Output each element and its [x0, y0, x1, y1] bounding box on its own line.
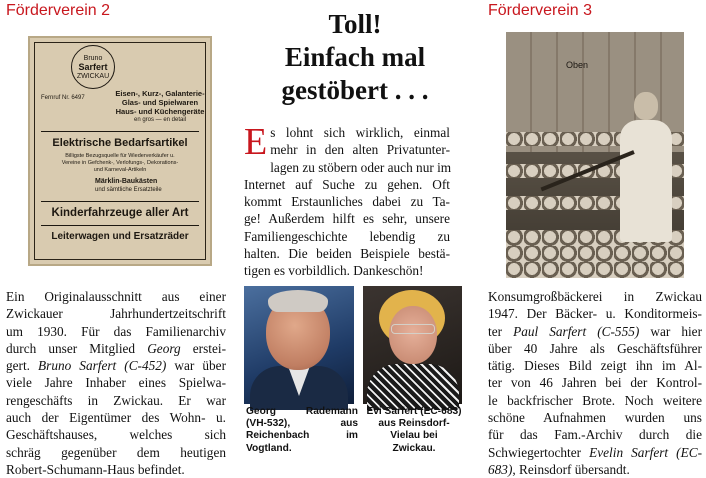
portrait-georg-rademann — [244, 286, 354, 404]
center-article-text: E s lohnt sich wirklich, einmal mehr in den alten Privatunter- lagen zu stöbern oder auch nur im Internet auf Suche zu gehen. Oft kommt Erstaunliches dabei zu Ta- ge! Außerdem hilft es sehr, unsere Familiengeschichte lebendig zu halten. Die beiden Beispiele bestä- tigen es vorbildlich. Dankeschön! — [244, 121, 452, 279]
drop-cap: E — [244, 121, 268, 163]
ad-maerklin: Märklin-Baukästen und sämtliche Ersatzteile — [95, 178, 162, 193]
bakery-photo — [506, 32, 684, 278]
sarfert-logo: Bruno Sarfert ZWICKAU — [71, 45, 115, 89]
heading-foerderverein-2: Förderverein 2 — [6, 2, 111, 19]
ad-headline: Elektrische Bedarfsartikel — [52, 137, 188, 149]
caption-georg-rademann: Georg Rademann (VH-532), aus Reichenbach im Vogtland. — [246, 406, 358, 454]
caption-evi-sarfert: Evi Sarfert (EC-683) aus Reinsdorf- Vielau bei Zwickau. — [366, 406, 462, 454]
ad-phone: Fernruf Nr. 6497 — [41, 95, 85, 101]
ad-products: Eisen-, Kurz-, Galanterie- Glas- und Spielwaren Haus- und Küchengeräte en gros — en detail — [115, 89, 205, 123]
photo-sign: Oben — [566, 60, 589, 70]
baker-figure — [618, 92, 674, 242]
right-article-text: Konsumgroßbäckerei in Zwickau 1947. Der Bäcker- u. Konditormeis- ter Paul Sarfert (C-555) war hier über 40 Jahre als Geschäftsführer tätig. Dieses Bild zeigt ihn im Al- ter von 46 Jahren bei der Kontrol- le backfrischer Brote. Noch weitere schöne Aufnahmen wurden uns für das Fam.-Archiv durch die Schwiegertochter Evelin Sarfert (EC- 683), Reinsdorf übersandt. — [488, 289, 703, 477]
ad-leiter: Leiterwagen und Ersatzräder — [51, 231, 189, 242]
page-title: Toll! Einfach mal gestöbert . . . — [281, 9, 429, 105]
left-article-text: Ein Originalausschnitt aus einer Zwickauer Jahrhundertzeitschrift um 1930. Für das Familienarchiv durch unser Mitglied Georg erstei- gert. Bruno Sarfert (C-452) war über viele Jahre Inhaber eines Spielwa- rengeschäfts in Zwickau. Er war auch der Eigentümer des Wohn- u. Geschäftshauses, welches sich schräg gegenüber dem heutigen Robert-Schumann-Haus befindet. — [6, 289, 227, 477]
ad-note: Billigste Bezugsquelle für Wiederverkäufer u. Vereine in Gefchenk-, Verlofungs-, Dekorations- und Karneval-Artikeln — [61, 153, 179, 173]
portrait-evi-sarfert — [363, 286, 462, 404]
vintage-advertisement-image — [28, 36, 212, 266]
heading-foerderverein-3: Förderverein 3 — [488, 2, 593, 19]
ad-kinder: Kinderfahrzeuge aller Art — [51, 207, 189, 219]
